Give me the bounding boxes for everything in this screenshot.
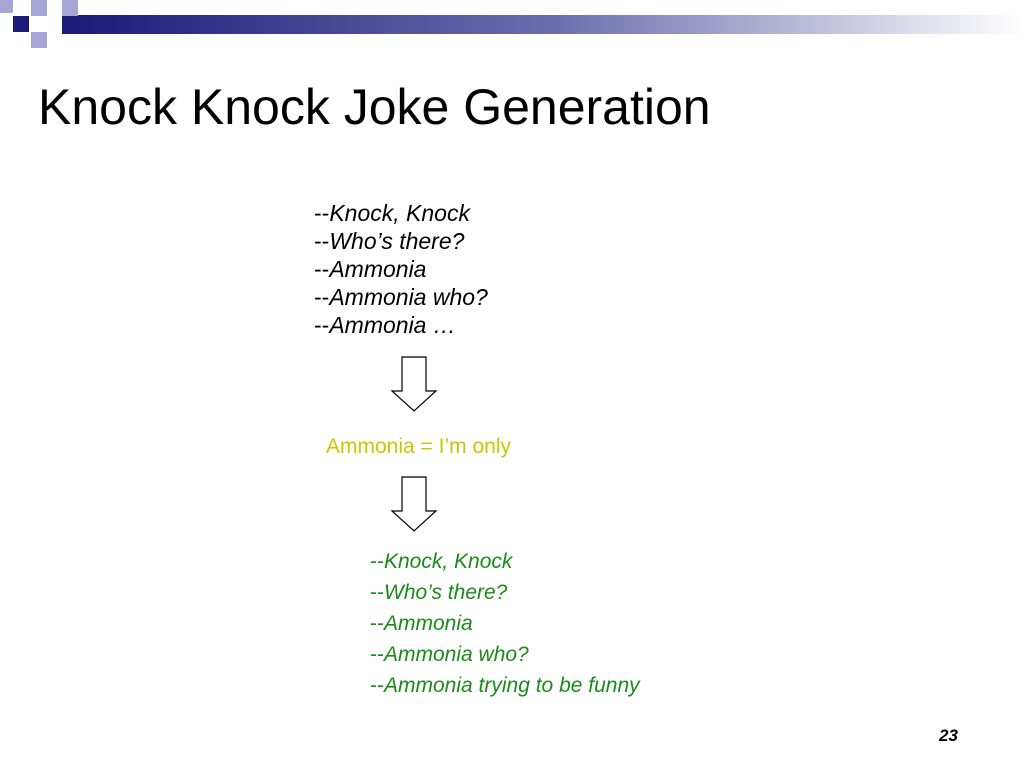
joke-line: --Who’s there? xyxy=(370,581,508,604)
pun-explanation: Ammonia = I’m only xyxy=(326,435,511,458)
joke-line: --Knock, Knock xyxy=(370,550,513,573)
deco-square xyxy=(31,32,47,48)
header-gradient-bar xyxy=(78,15,1024,34)
down-arrow-icon xyxy=(389,356,439,412)
deco-square xyxy=(62,16,78,34)
joke-line: --Ammonia xyxy=(370,612,473,635)
joke-line: --Ammonia who? xyxy=(314,284,488,310)
down-arrow-icon xyxy=(389,476,439,532)
deco-square xyxy=(62,0,78,16)
deco-square xyxy=(31,0,47,16)
joke-line: --Ammonia … xyxy=(314,312,456,338)
header-decoration xyxy=(0,0,1024,56)
page-number: 23 xyxy=(939,726,958,745)
deco-square xyxy=(47,16,62,32)
deco-square xyxy=(13,16,29,32)
joke-line: --Who’s there? xyxy=(314,228,465,254)
deco-square xyxy=(0,0,13,13)
joke-line: --Ammonia trying to be funny xyxy=(370,674,640,697)
generated-joke xyxy=(370,546,640,701)
original-joke xyxy=(314,199,488,339)
joke-line: --Ammonia xyxy=(314,256,427,282)
deco-square xyxy=(13,32,29,46)
slide-title: Knock Knock Joke Generation xyxy=(38,79,711,135)
joke-line: --Ammonia who? xyxy=(370,643,529,666)
joke-line: --Knock, Knock xyxy=(314,200,470,226)
